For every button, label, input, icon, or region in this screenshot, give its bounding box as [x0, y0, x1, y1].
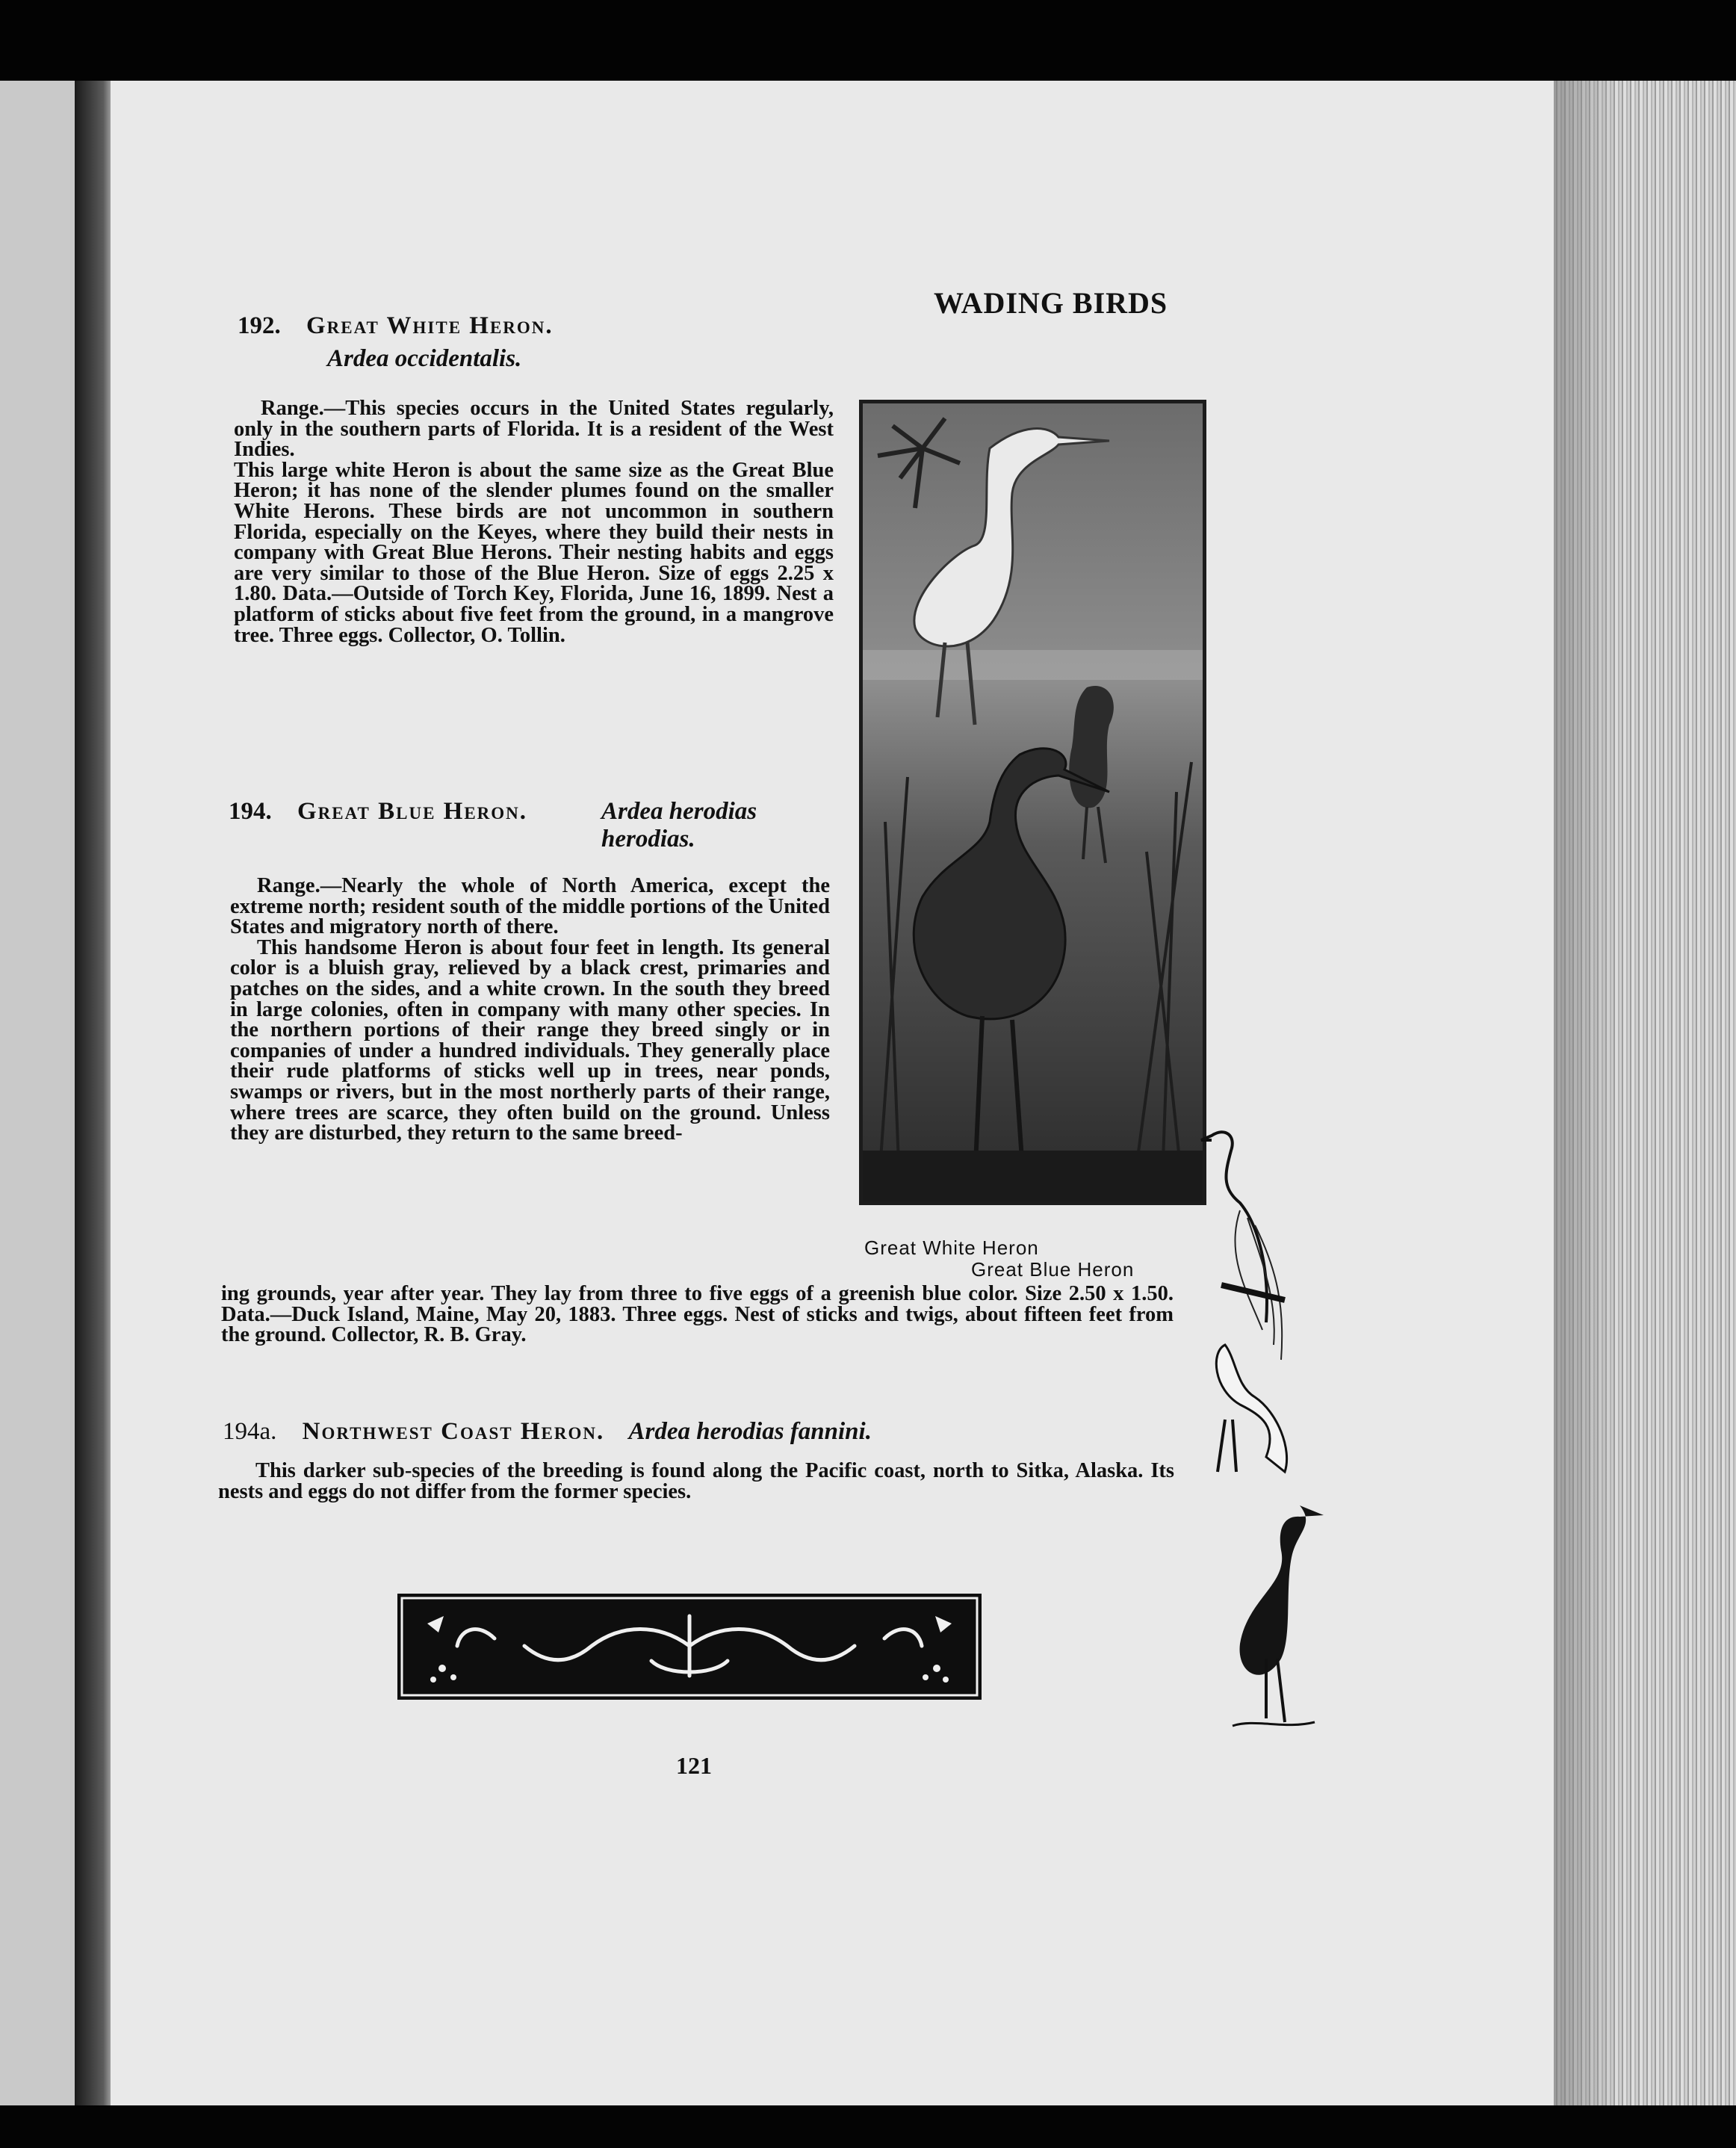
common-name: Great Blue Heron. [297, 798, 528, 825]
range-paragraph: Range.—Nearly the whole of North America, except the extreme north; resident south of the middle portions of the United States and migratory north of there. [230, 874, 830, 939]
entry-192-text [234, 398, 834, 646]
latin-name: Ardea occidentalis. [327, 345, 522, 372]
entry-194a-heading [223, 1418, 872, 1446]
entry-number: 194a. [223, 1418, 277, 1445]
scan-top-border [0, 0, 1736, 81]
description-paragraph: This darker sub-species of the breeding is found along the Pacific coast, north to Sitka, Alaska. Its nests and eggs do not differ from the former species. [218, 1459, 1174, 1503]
entry-number: 192. [238, 312, 281, 339]
plate-caption: Great White Heron [864, 1237, 1039, 1259]
facing-page-edge [0, 81, 75, 2105]
scan-bottom-border [0, 2105, 1736, 2148]
heron-illustration-plate [859, 400, 1206, 1205]
book-gutter [75, 81, 111, 2105]
decorative-ornament-banner [397, 1594, 982, 1700]
entry-194a-text [218, 1461, 1174, 1502]
description-paragraph: This handsome Heron is about four feet in length. Its general color is a bluish gray, relieved by a black crest, primaries and patches on the sides, and a white crown. In the south they breed in large colonies, often in company with many other species. In the northern portions of their range they breed singly or in companies of under a hundred individuals. They generally place their rude platforms of sticks well up in trees, near ponds, swamps or rivers, but in the most northerly parts of their range, where trees are scarce, they often build on the ground. Unless they are disturbed, they return to the same breed- [230, 935, 830, 1145]
common-name: Northwest Coast Heron. [302, 1418, 605, 1445]
latin-name: Ardea herodias fannini. [628, 1418, 872, 1445]
description-continued: ing grounds, year after year. They lay from three to five eggs of a greenish blue color. Size 2.50 x 1.50. Data.—Duck Island, Maine, May 20, 1883. Three eggs. Nest of sticks and twigs, about fifteen feet from the ground. Collector, R. B. Gray. [221, 1282, 1174, 1347]
entry-194-text [230, 876, 830, 1144]
entry-192-heading [238, 312, 554, 340]
common-name: Great White Heron. [306, 312, 554, 339]
description-paragraph: This large white Heron is about the same size as the Great Blue Heron; it has none of the slender plumes found on the smaller White Herons. These birds are not uncommon in southern Florida, especially on the Keyes, where they build their nests in company with Great Blue Herons. Their nesting habits and eggs are very similar to those of the Blue Heron. Size of eggs 2.25 x 1.80. Data.—Outside of Torch Key, Florida, June 16, 1899. Nest a platform of sticks about five feet from the ground, in a mangrove tree. Three eggs. Collector, O. Tollin. [234, 458, 834, 647]
entry-number: 194. [229, 798, 272, 825]
running-head: WADING BIRDS [934, 286, 1168, 320]
page-number: 121 [676, 1752, 712, 1779]
margin-heron-decorations [1195, 1121, 1345, 1756]
plate-caption: Great Blue Heron [971, 1258, 1135, 1281]
range-paragraph: Range.—This species occurs in the United States regularly, only in the southern parts of Florida. It is a resident of the West Indies. [234, 397, 834, 462]
entry-194-continued-text [221, 1284, 1174, 1346]
page-stack-shadow [1554, 81, 1613, 2105]
entry-194-heading [229, 798, 527, 826]
latin-name: Ardea herodias herodias. [601, 798, 757, 852]
